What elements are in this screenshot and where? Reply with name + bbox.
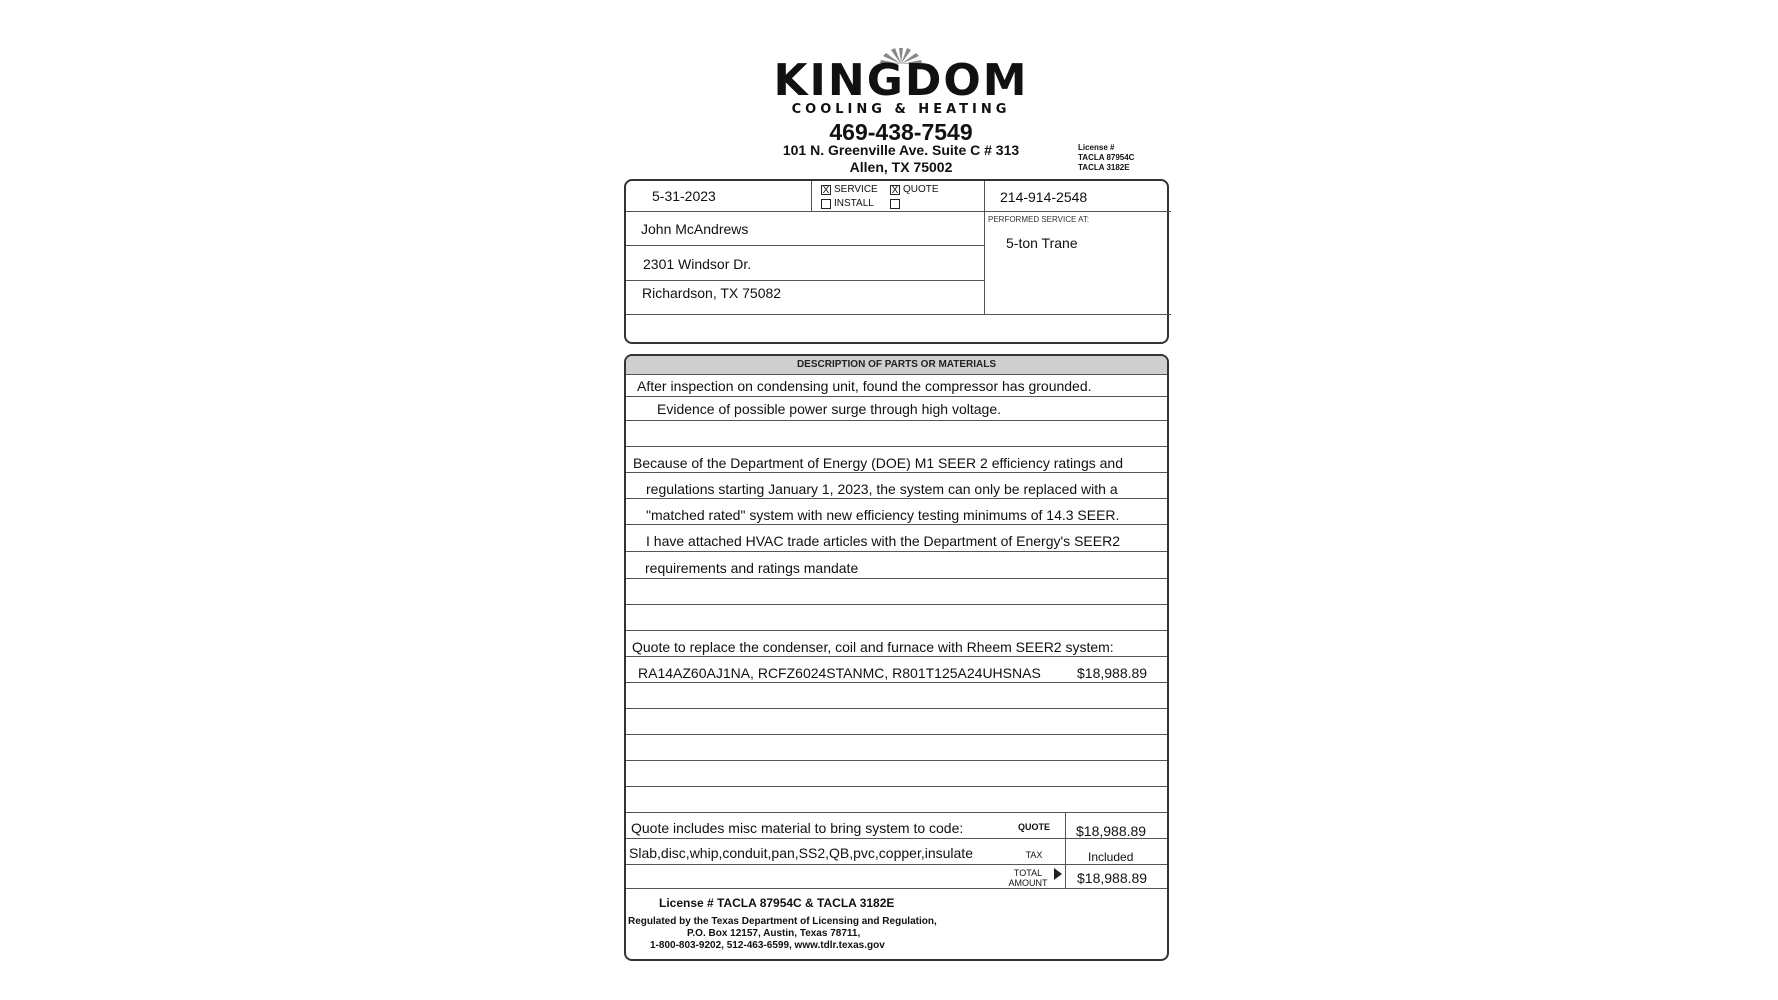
header-license-label: License # — [1078, 143, 1115, 152]
description-line-11: Quote to replace the condenser, coil and furnace with Rheem SEER2 system: — [632, 639, 1114, 655]
install-label: INSTALL — [834, 198, 874, 209]
description-line-8: requirements and ratings mandate — [645, 560, 859, 576]
description-header: DESCRIPTION OF PARTS OR MATERIALS — [626, 356, 1167, 375]
company-tagline: COOLING & HEATING — [791, 102, 1011, 117]
description-line-2: Evidence of possible power surge through high voltage. — [657, 401, 1001, 417]
company-name: KINGDOM — [773, 55, 1029, 106]
tax-label: TAX — [1025, 850, 1043, 860]
footer-regulation-line2: P.O. Box 12157, Austin, Texas 78711, — [687, 928, 861, 939]
performed-service-label: PERFORMED SERVICE AT: — [988, 215, 1090, 224]
header-license-block — [1078, 143, 1158, 173]
footer-license: License # TACLA 87954C & TACLA 3182E — [659, 896, 895, 910]
tax-value: Included — [1088, 850, 1134, 864]
company-address-line1: 101 N. Greenville Ave. Suite C # 313 — [782, 142, 1020, 158]
line-amount: $18,988.89 — [1077, 665, 1148, 681]
description-line-6: "matched rated" system with new efficiency testing minimums of 14.3 SEER. — [646, 507, 1120, 523]
quote-total-value: $18,988.89 — [1076, 823, 1147, 839]
header-license-2: TACLA 3182E — [1078, 163, 1130, 172]
total-amount-label-2: AMOUNT — [1008, 878, 1048, 888]
misc-material-line-2: Slab,disc,whip,conduit,pan,SS2,QB,pvc,copper,insulate — [629, 845, 973, 861]
customer-street: 2301 Windsor Dr. — [643, 256, 752, 272]
service-checkbox[interactable]: X — [822, 185, 830, 196]
misc-material-line-1: Quote includes misc material to bring system to code: — [631, 820, 964, 836]
description-line-4: Because of the Department of Energy (DOE) M1 SEER 2 efficiency ratings and — [633, 455, 1123, 471]
header-license-1: TACLA 87954C — [1078, 153, 1135, 162]
service-label: SERVICE — [834, 184, 878, 195]
total-amount-value: $18,988.89 — [1077, 870, 1148, 886]
quote-total-label: QUOTE — [1017, 822, 1050, 832]
footer-regulation-line1: Regulated by the Texas Department of Licensing and Regulation, — [628, 916, 937, 927]
quote-checkbox[interactable]: X — [891, 185, 899, 196]
description-box — [624, 354, 1169, 961]
total-arrow-icon — [1054, 868, 1062, 880]
description-line-7: I have attached HVAC trade articles with the Department of Energy's SEER2 — [646, 533, 1120, 549]
description-line-1: After inspection on condensing unit, found the compressor has grounded. — [637, 378, 1092, 394]
description-line-12: RA14AZ60AJ1NA, RCFZ6024STANMC, R801T125A24UHSNAS — [638, 665, 1041, 681]
description-line-5: regulations starting January 1, 2023, the system can only be replaced with a — [646, 481, 1118, 497]
customer-phone: 214-914-2548 — [1000, 189, 1088, 205]
company-phone: 469-438-7549 — [829, 119, 973, 145]
install-checkbox[interactable] — [821, 199, 831, 209]
performed-service-value: 5-ton Trane — [1006, 235, 1078, 251]
footer-regulation-line3: 1-800-803-9202, 512-463-6599, www.tdlr.texas.gov — [650, 940, 885, 951]
total-amount-label-1: TOTAL — [1013, 868, 1043, 878]
blank-checkbox[interactable] — [890, 199, 900, 209]
company-address-line2: Allen, TX 75002 — [849, 159, 953, 175]
quote-label: QUOTE — [903, 184, 939, 195]
customer-name: John McAndrews — [641, 221, 749, 237]
ticket-date: 5-31-2023 — [652, 188, 716, 204]
customer-info-box — [624, 179, 1169, 344]
customer-city: Richardson, TX 75082 — [642, 285, 782, 301]
